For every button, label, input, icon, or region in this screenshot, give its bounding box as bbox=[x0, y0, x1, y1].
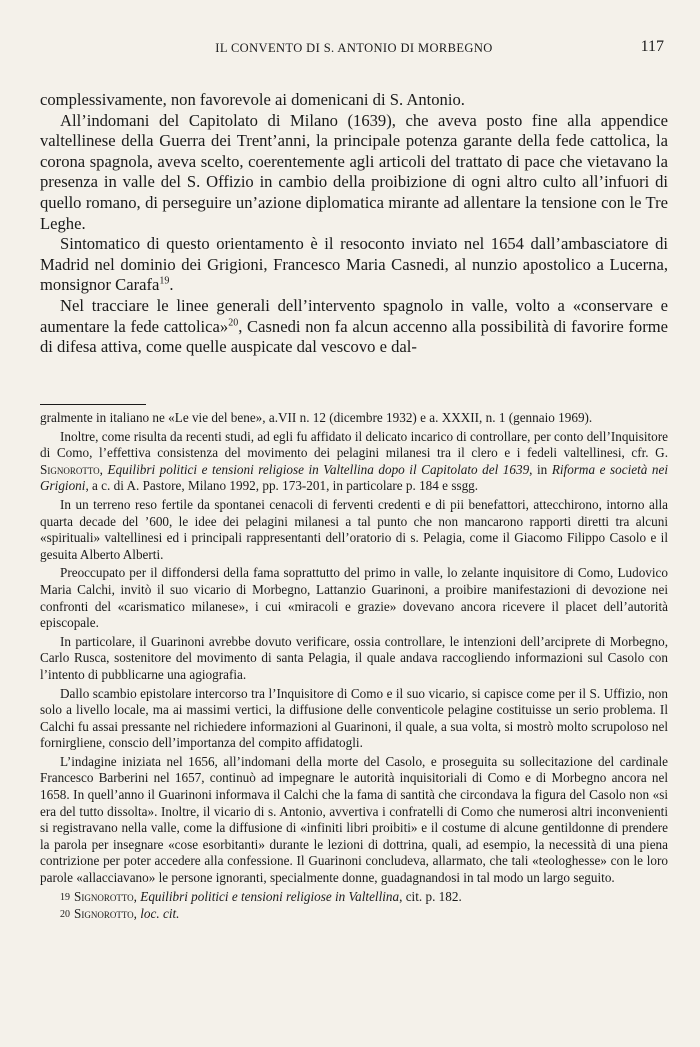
note-text: Inoltre, come risulta da recenti studi, ad egli fu affidato il delicato incarico di controllare, per conto dell’Inquisitore di Como, l’effettiva consistenza del movimento dei pelagini milanesi tra il clero e i fedeli valtellinesi, cfr. G. bbox=[40, 428, 668, 461]
paragraph-3-text: Sintomatico di questo orientamento è il resoconto inviato nel 1654 dall’ambasciatore di Madrid nel dominio dei Grigioni, Francesco Maria Casnedi, al nunzio apostolico a Lucerna, monsignor Carafa bbox=[40, 234, 668, 295]
footnotes bbox=[40, 410, 668, 924]
paragraph-1-text: complessivamente, non favorevole ai domenicani di S. Antonio. bbox=[40, 90, 465, 109]
note-paragraph: Preoccupato per il diffondersi della fama soprattutto del primo in valle, lo zelante inquisitore di Como, Ludovico Maria Calchi, invitò il suo vicario di Morbegno, Lattanzio Guarinoni, a proibire manifestazioni di devozione nei confronti del «carismatico milanese», i cui «miracoli e grazie» dovevano ancora ricevere il placet dell’autorità episcopale. bbox=[40, 565, 668, 631]
paragraph-1 bbox=[40, 90, 668, 111]
running-title: IL CONVENTO DI S. ANTONIO DI MORBEGNO bbox=[215, 41, 493, 55]
note-paragraph: L’indagine iniziata nel 1656, all’indomani della morte del Casolo, e proseguita su sollecitazione del cardinale Francesco Barberini nel 1657, continuò ad impegnare le autorità inquisitoriali di Como e di Morbegno ancora nel 1658. In quell’anno il Guarinoni informava il Calchi che la fama di santità che circondava la figura del Casolo non «si era del tutto dissolta». Inoltre, il vicario di s. Antonio, avvertiva i confratelli di Como che numerosi altri inconvenienti si registravano nella valle, come la diffusione di «infiniti libri proibiti» e il costume di alcune gentildonne di prendere la parola per insegnare «cose esorbitanti» durante le lezioni di dottrina, quali, ad esempio, la necessità di una piena contrizione per poter accedere alla confessione. Il Guarinoni concludeva, allarmato, che tali «teologhesse» con le loro parole «allacciavano» le persone ignoranti, specialmente donne, guadagnandosi in tal modo un largo seguito. bbox=[40, 753, 668, 886]
footnote-ref-19: 19 bbox=[159, 275, 170, 287]
book-title: Riforma e società nei Grigioni bbox=[40, 461, 669, 494]
note-text: , a c. di A. Pastore, Milano 1992, pp. 173-201, in particolare p. 184 e ssgg. bbox=[85, 478, 479, 494]
work-title: Equilibri politici e tensioni religiose in Valtellina bbox=[140, 888, 400, 904]
running-head bbox=[40, 38, 668, 58]
note-separator: , bbox=[133, 906, 141, 922]
note-paragraph: In particolare, il Guarinoni avrebbe dovuto verificare, ossia controllare, le intenzioni dell’arciprete di Morbegno, Carlo Rusca, sostenitore del movimento di santa Pelagia, il quale andava raccogliendo informazioni sul Casolo con l’intento di pubblicarne una agiografia. bbox=[40, 633, 668, 682]
footnote-ref-20: 20 bbox=[228, 317, 239, 328]
footnote-number: 19 bbox=[60, 891, 70, 903]
paragraph-2-text: All’indomani del Capitolato di Milano (1639), che aveva posto fine alla appendice valtellinese della Guerra dei Trent’anni, la principale potenza garante della fede cattolica, la corona spagnola, aveva scelto, coerentemente agli articoli del trattato di pace che vietavano la presenza in valle del S. Offizio in cambio della proibizione di ogni altro culto all’infuori di quello romano, di perseguire un’azione diplomatica mirante ad allentare la tensione con le Tre Leghe. bbox=[40, 110, 668, 233]
note-separator: , bbox=[133, 888, 141, 904]
footnote-separator-rule bbox=[40, 404, 146, 405]
citation-tail: , cit. p. 182. bbox=[399, 888, 462, 904]
paragraph-4-text-a: Nel tracciare le linee generali dell’intervento spagnolo in valle, volto a «conservare e aumentare la fede cattolica» bbox=[40, 295, 668, 336]
author-name: Signorotto bbox=[74, 888, 134, 904]
work-title: loc. cit. bbox=[140, 906, 180, 922]
paragraph-3-end: . bbox=[169, 275, 174, 295]
footnote-19 bbox=[60, 889, 668, 907]
footnote-20 bbox=[60, 906, 668, 924]
note-paragraph: In un terreno reso fertile da spontanei cenacoli di ferventi credenti e di pii benefattori, attecchirono, intorno alla quarta decade del ’600, le idee dei pelagini milanesi a tal punto che non mancarono rapporti diretti tra alcuni «spirituali» valtellinesi ed i principali rappresentanti dell’oratorio di s. Pelagia, come il Giacomo Filippo Casolo e il gesuita Alberto Alberti. bbox=[40, 496, 668, 562]
paragraph-3 bbox=[40, 234, 668, 296]
main-text bbox=[40, 90, 668, 358]
author-name: Signorotto bbox=[74, 906, 134, 922]
note-paragraph: Dallo scambio epistolare intercorso tra l’Inquisitore di Como e il suo vicario, si capisce come per il S. Uffizio, non solo a livello locale, ma ai massimi vertici, la diffusione delle conventicole pelagine costituisse un serio problema. Il Calchi fu assai pressante nel richiedere informazioni al Guarinoni, il quale, a sua volta, si mostrò molto scrupoloso nel fornirgliene, conscio dell’importanza del compito affidatogli. bbox=[40, 685, 668, 751]
paragraph-2 bbox=[40, 111, 668, 235]
note-separator: , bbox=[99, 461, 108, 477]
author-name: Signorotto bbox=[40, 461, 100, 477]
paragraph-4-text-b: , Casnedi non fa alcun accenno alla possibilità di favorire forme di difesa attiva, come quelle auspicate dal vescovo e dal- bbox=[40, 316, 668, 357]
note-text: , in bbox=[529, 461, 552, 477]
note-paragraph bbox=[40, 429, 668, 495]
paragraph-4 bbox=[40, 296, 668, 358]
work-title: Equilibri politici e tensioni religiose in Valtellina dopo il Capitolato del 1639 bbox=[107, 461, 530, 477]
note-continuation: gralmente in italiano ne «Le vie del bene», a.VII n. 12 (dicembre 1932) e a. XXXII, n. 1 (gennaio 1969). bbox=[40, 410, 593, 425]
page-number: 117 bbox=[640, 38, 664, 55]
footnote-number: 20 bbox=[60, 909, 70, 921]
